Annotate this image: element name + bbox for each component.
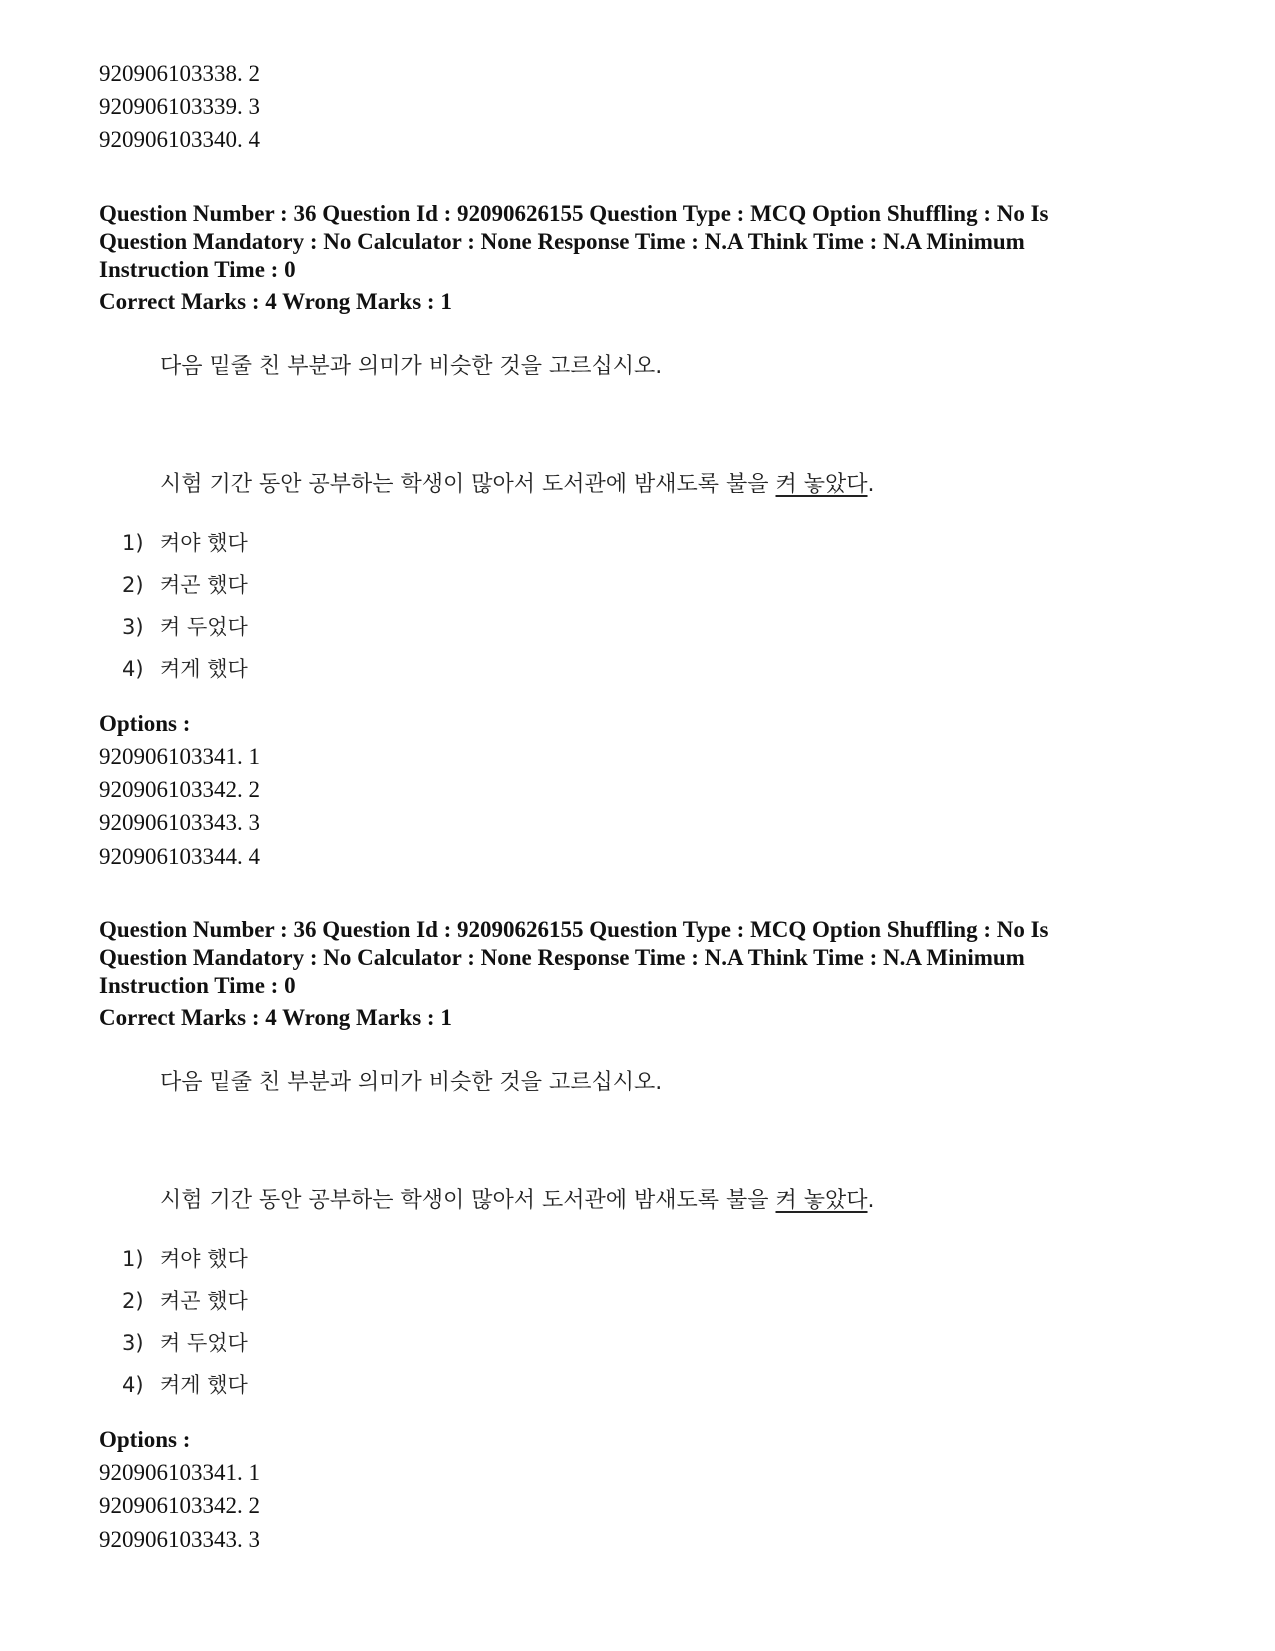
choice-item [122,1286,248,1316]
choice-text: 켜곤 했다 [160,1289,248,1313]
question-instruction: 다음 밑줄 친 부분과 의미가 비슷한 것을 고르십시오. [160,354,663,379]
question-header-line: Question Mandatory : No Calculator : None Response Time : N.A Think Time : N.A Minimum [99,229,1025,254]
question-header-line: Question Number : 36 Question Id : 92090626155 Question Type : MCQ Option Shuffling : No Is [99,201,1049,226]
choice-text: 켜 두었다 [160,1331,248,1355]
sentence-text: 시험 기간 동안 공부하는 학생이 많아서 도서관에 밤새도록 불을 [160,1188,776,1213]
question-sentence [160,470,875,500]
option-line: 920906103344. 4 [99,844,260,869]
choice-text: 켜게 했다 [160,1373,248,1397]
option-line: 920906103338. 2 [99,61,260,86]
choice-item [122,1328,248,1358]
underlined-phrase: 켜 놓았다 [775,472,868,497]
choice-item [122,570,248,600]
marks-line: Correct Marks : 4 Wrong Marks : 1 [99,289,452,314]
choice-text: 켜야 했다 [160,1247,248,1271]
options-label: Options : [99,1427,191,1452]
choice-number: 2) [122,573,144,597]
question-header [99,200,1179,284]
sentence-end: . [867,1188,875,1213]
choice-item [122,1370,248,1400]
question-header [99,916,1179,1000]
option-line: 920906103343. 3 [99,1527,260,1552]
choice-item [122,528,248,558]
option-line: 920906103339. 3 [99,94,260,119]
choice-text: 켜야 했다 [160,531,248,555]
option-line: 920906103342. 2 [99,777,260,802]
choice-number: 1) [122,531,144,555]
choice-number: 2) [122,1289,144,1313]
choice-text: 켜 두었다 [160,615,248,639]
choice-text: 켜게 했다 [160,657,248,681]
option-line: 920906103342. 2 [99,1493,260,1518]
question-header-line: Question Number : 36 Question Id : 92090626155 Question Type : MCQ Option Shuffling : No Is [99,917,1049,942]
choice-item [122,1244,248,1274]
question-sentence [160,1186,875,1216]
question-header-line: Question Mandatory : No Calculator : None Response Time : N.A Think Time : N.A Minimum [99,945,1025,970]
underlined-phrase: 켜 놓았다 [775,1188,868,1213]
choice-text: 켜곤 했다 [160,573,248,597]
choice-number: 1) [122,1247,144,1271]
option-line: 920906103341. 1 [99,744,260,769]
option-line: 920906103341. 1 [99,1460,260,1485]
options-label: Options : [99,711,191,736]
choice-number: 4) [122,657,144,681]
choice-item [122,654,248,684]
option-line: 920906103343. 3 [99,810,260,835]
sentence-text: 시험 기간 동안 공부하는 학생이 많아서 도서관에 밤새도록 불을 [160,472,776,497]
question-header-line: Instruction Time : 0 [99,973,296,998]
sentence-end: . [867,472,875,497]
choice-item [122,612,248,642]
choice-number: 4) [122,1373,144,1397]
choice-number: 3) [122,1331,144,1355]
option-line: 920906103340. 4 [99,127,260,152]
choice-number: 3) [122,615,144,639]
question-header-line: Instruction Time : 0 [99,257,296,282]
marks-line: Correct Marks : 4 Wrong Marks : 1 [99,1005,452,1030]
question-instruction: 다음 밑줄 친 부분과 의미가 비슷한 것을 고르십시오. [160,1070,663,1095]
